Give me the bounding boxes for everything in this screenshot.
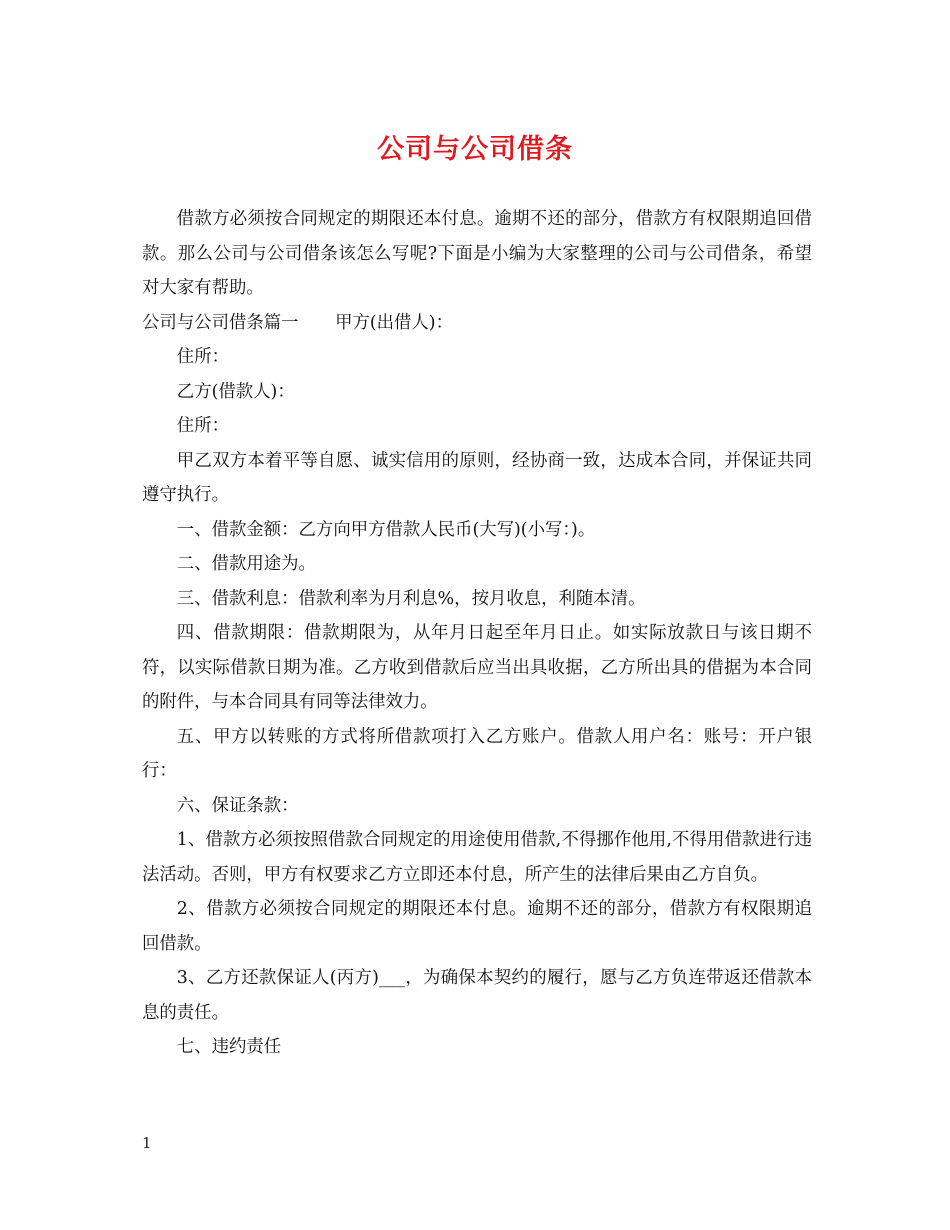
party-a-label: 甲方(出借人)： <box>335 312 453 333</box>
section-heading-line <box>142 306 812 341</box>
preamble-paragraph: 甲乙双方本着平等自愿、诚实信用的原则，经协商一致，达成本合同，并保证共同遵守执行。 <box>142 450 812 505</box>
party-b-label: 乙方(借款人)： <box>176 381 295 402</box>
clause-3: 三、借款利息：借款利率为月利息%，按月收息，利随本清。 <box>176 588 646 609</box>
document-title: 公司与公司借条 <box>377 134 573 165</box>
clause-4: 四、借款期限：借款期限为，从年月日起至年月日止。如实际放款日与该日期不符，以实际借款日期为准。乙方收到借款后应当出具收据，乙方所出具的借据为本合同的附件，与本合同具有同等法律效力。 <box>142 623 812 712</box>
page-number: 1 <box>142 1134 152 1152</box>
party-b-address: 住所： <box>176 416 229 436</box>
clause-6-1: 1、借款方必须按照借款合同规定的用途使用借款,不得挪作他用,不得用借款进行违法活动。否则，甲方有权要求乙方立即还本付息，所产生的法律后果由乙方自负。 <box>142 830 812 885</box>
clause-7: 七、违约责任 <box>176 1037 282 1057</box>
clause-5: 五、甲方以转账的方式将所借款项打入乙方账户。借款人用户名：账号：开户银行： <box>142 726 812 781</box>
section-heading: 公司与公司借条篇一 <box>142 312 299 333</box>
clause-6-2: 2、借款方必须按合同规定的期限还本付息。逾期不还的部分，借款方有权限期追回借款。 <box>142 899 812 954</box>
clause-6-3: 3、乙方还款保证人(丙方)___，为确保本契约的履行，愿与乙方负连带返还借款本息的责任。 <box>142 968 812 1023</box>
intro-paragraph: 借款方必须按合同规定的期限还本付息。逾期不还的部分，借款方有权限期追回借款。那么公司与公司借条该怎么写呢?下面是小编为大家整理的公司与公司借条，希望对大家有帮助。 <box>142 209 812 298</box>
clause-2: 二、借款用途为。 <box>176 554 316 574</box>
clause-6: 六、保证条款： <box>176 795 299 816</box>
party-a-address: 住所： <box>176 347 229 367</box>
document-body <box>142 202 812 1065</box>
clause-1: 一、借款金额：乙方向甲方借款人民币(大写)(小写：)。 <box>176 519 596 540</box>
